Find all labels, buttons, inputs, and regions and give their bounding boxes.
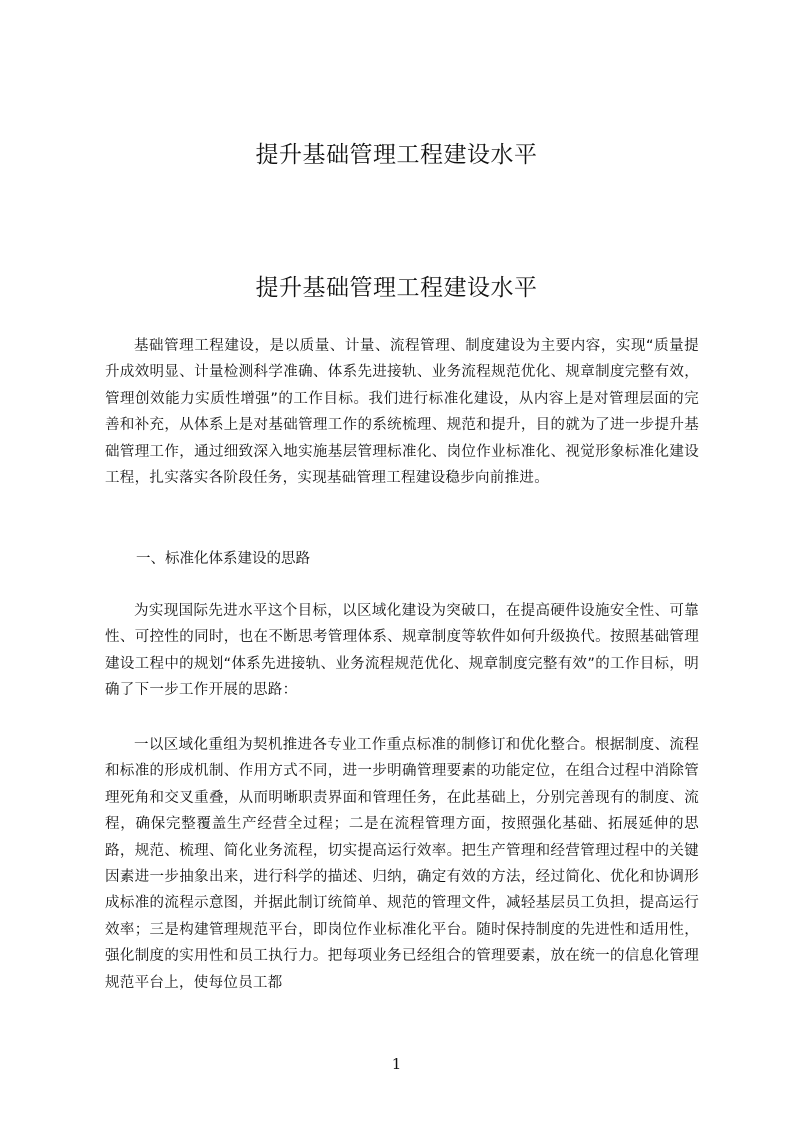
paragraph-approach: 为实现国际先进水平这个目标，以区域化建设为突破口，在提高硬件设施安全性、可靠性、可控性的同时，也在不断思考管理体系、规章制度等软件如何升级换代。按照基础管理建设工程中的规划“体系先进接轨、业务流程规范优化、规章制度完整有效”的工作目标，明确了下一步工作开展的思路： [105, 603, 699, 699]
document-title-top: 提升基础管理工程建设水平 [255, 142, 538, 168]
section-heading: 一、标准化体系建设的思路 [136, 551, 310, 567]
page-number: 1 [391, 1055, 402, 1073]
document-title-main: 提升基础管理工程建设水平 [255, 275, 538, 301]
paragraph-details: 一以区域化重组为契机推进各专业工作重点标准的制修订和优化整合。根据制度、流程和标准的形成机制、作用方式不同，进一步明确管理要素的功能定位，在组合过程中消除管理死角和交叉重叠，从而明晰职责界面和管理任务，在此基础上，分别完善现有的制度、流程，确保完整覆盖生产经营全过程；二是在流程管理方面，按照强化基础、拓展延伸的思路，规范、梳理、简化业务流程，切实提高运行效率。把生产管理和经营管理过程中的关键因素进一步抽象出来，进行科学的描述、归纳，确定有效的方法，经过简化、优化和协调形成标准的流程示意图，并据此制订统简单、规范的管理文件，减轻基层员工负担，提高运行效率；三是构建管理规范平台，即岗位作业标准化平台。随时保持制度的先进性和适用性，强化制度的实用性和员工执行力。把每项业务已经组合的管理要素，放在统一的信息化管理规范平台上，使每位员工都 [105, 737, 699, 991]
paragraph-intro: 基础管理工程建设，是以质量、计量、流程管理、制度建设为主要内容，实现“质量提升成效明显、计量检测科学准确、体系先进接轨、业务流程规范优化、规章制度完整有效，管理创效能力实质性增强”的工作目标。我们进行标准化建设，从内容上是对管理层面的完善和补充，从体系上是对基础管理工作的系统梳理、规范和提升，目的就为了进一步提升基础管理工作，通过细致深入地实施基层管理标准化、岗位作业标准化、视觉形象标准化建设工程，扎实落实各阶段任务，实现基础管理工程建设稳步向前推进。 [105, 338, 699, 487]
